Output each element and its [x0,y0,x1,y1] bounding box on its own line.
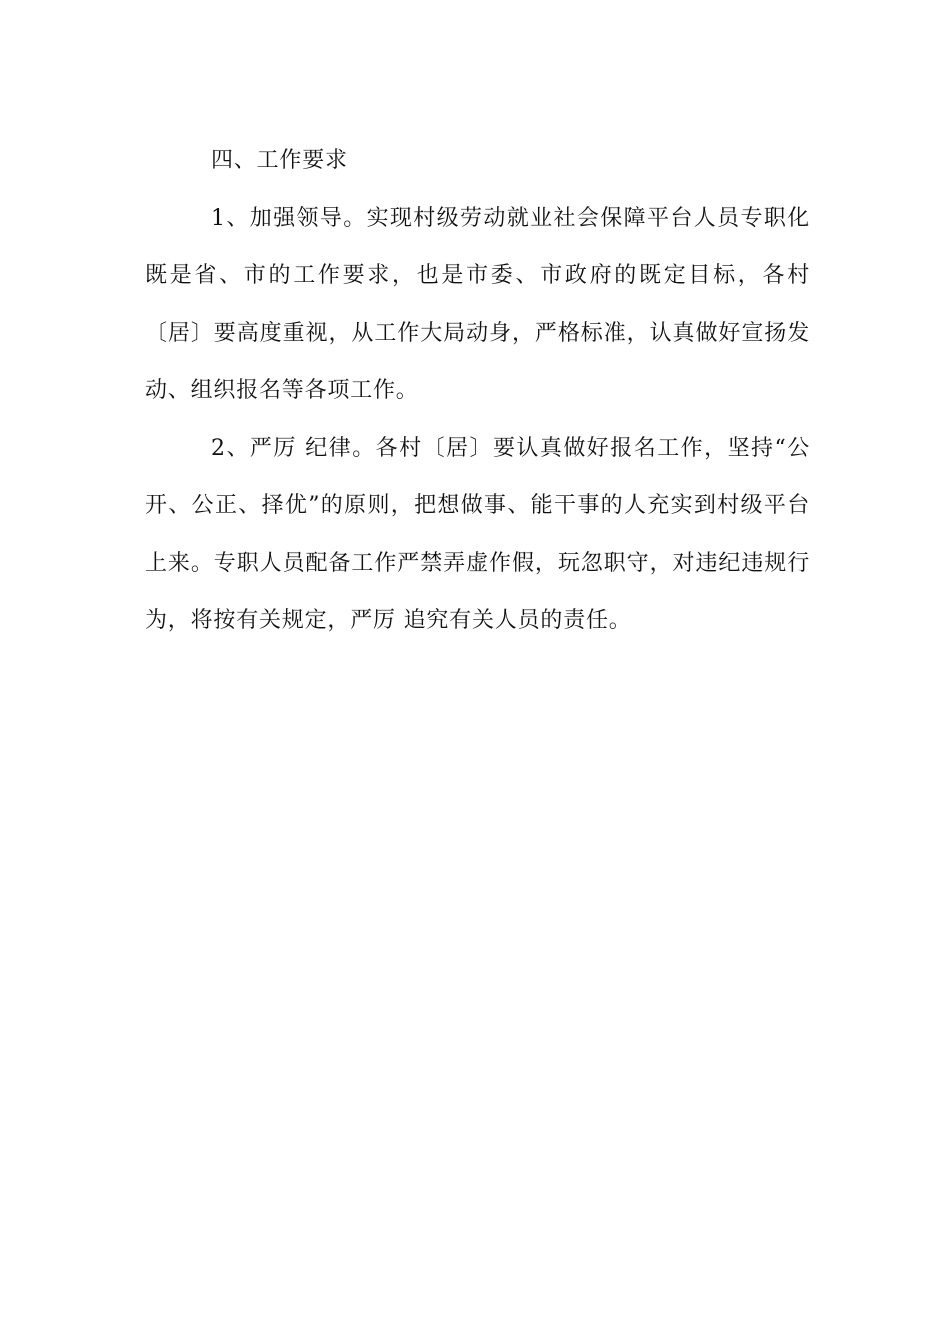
paragraph-leadership: 1、加强领导。实现村级劳动就业社会保障平台人员专职化既是省、市的工作要求，也是市委、市政府的既定目标，各村〔居〕要高度重视，从工作大局动身，严格标准，认真做好宣扬发动、组织报名等各项工作。 [145,205,810,403]
paragraph-discipline: 2、严厉 纪律。各村〔居〕要认真做好报名工作，坚持“公开、公正、择优”的原则，把想做事、能干事的人充实到村级平台上来。专职人员配备工作严禁弄虚作假，玩忽职守，对违纪违规行为，将按有关规定，严厉 追究有关人员的责任。 [145,435,810,633]
document-body [145,132,810,650]
section-heading: 四、工作要求 [211,148,348,173]
